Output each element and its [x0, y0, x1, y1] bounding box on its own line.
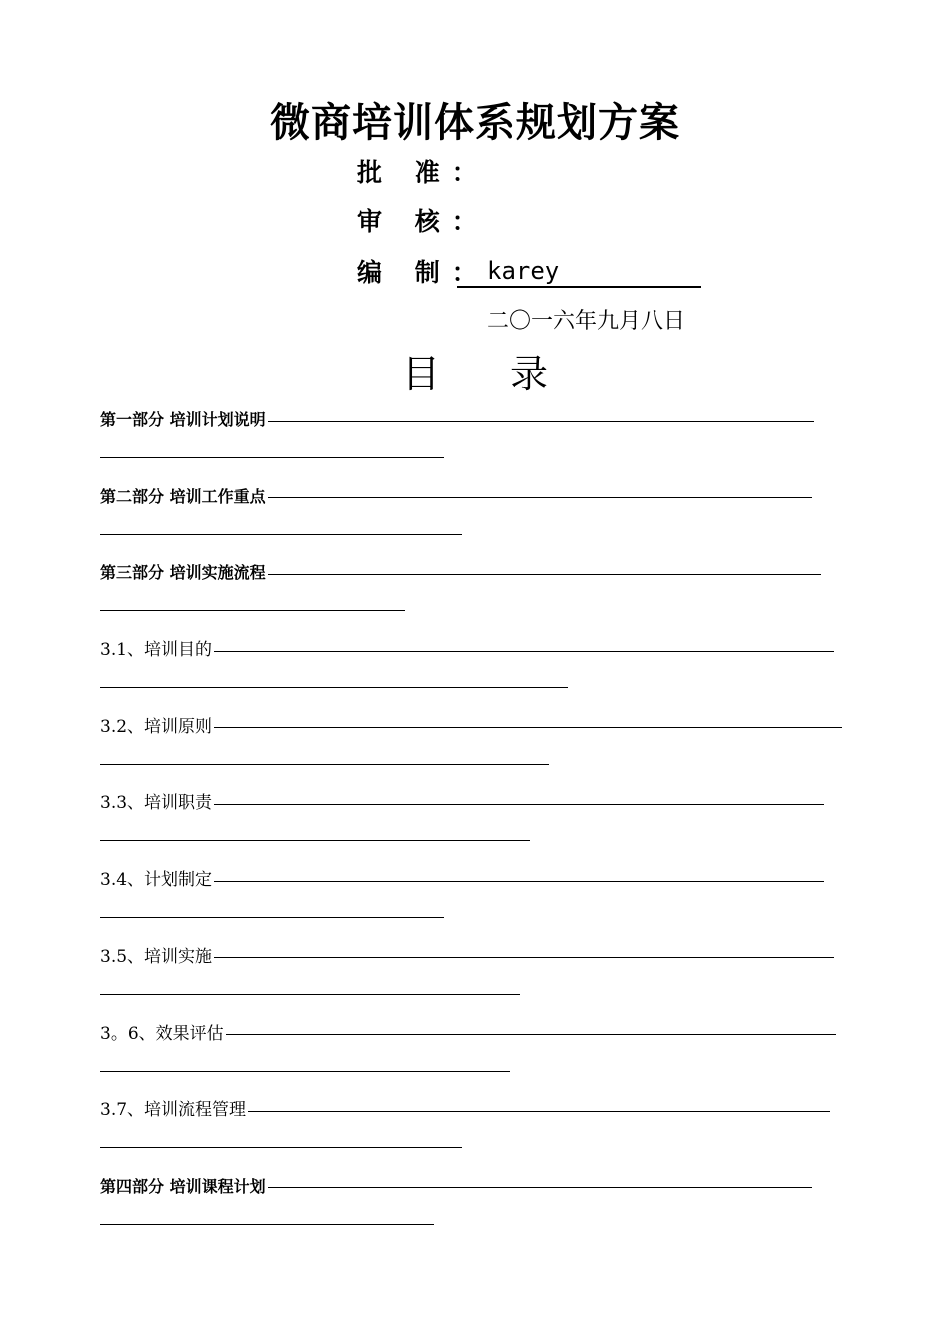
toc-entry-part2[interactable] — [100, 482, 860, 559]
toc-entry-text: 3.5、培训实施 — [100, 946, 213, 967]
toc-entry-text: 3.2、培训原则 — [100, 716, 213, 737]
toc-entry-part1[interactable] — [100, 405, 860, 482]
toc-entry-3-2[interactable] — [100, 712, 860, 789]
toc-leader-continued — [100, 1224, 434, 1225]
toc-leader — [214, 727, 842, 728]
toc-leader — [214, 804, 824, 805]
toc-entry-text: 3.3、培训职责 — [100, 793, 213, 814]
table-of-contents — [100, 405, 860, 1249]
approval-label: 批 准： — [357, 158, 489, 187]
toc-leader — [214, 651, 834, 652]
toc-entry-text: 第三部分 培训实施流程 — [100, 563, 266, 583]
editor-label: 编 制： — [357, 258, 489, 287]
toc-leader — [268, 574, 821, 575]
toc-heading-char-1: 目 — [401, 352, 440, 396]
toc-leader-continued — [100, 840, 530, 841]
approval-row — [357, 156, 489, 190]
toc-entry-3-4[interactable] — [100, 865, 860, 942]
toc-leader-continued — [100, 917, 444, 918]
editor-row — [357, 256, 560, 290]
toc-entry-text: 3.1、培训目的 — [100, 640, 213, 661]
document-title: 微商培训体系规划方案 — [270, 100, 680, 146]
toc-leader — [268, 421, 814, 422]
toc-heading — [0, 350, 950, 398]
toc-entry-3-6[interactable] — [100, 1019, 860, 1096]
toc-leader — [268, 497, 812, 498]
document-date: 二〇一六年九月八日 — [487, 309, 686, 334]
review-label: 审 核： — [357, 207, 489, 236]
toc-entry-text: 3。6、效果评估 — [100, 1023, 224, 1044]
toc-leader-continued — [100, 764, 549, 765]
toc-leader — [214, 957, 834, 958]
toc-entry-text: 第二部分 培训工作重点 — [100, 486, 266, 506]
toc-leader-continued — [100, 457, 444, 458]
toc-heading-char-2: 录 — [510, 352, 549, 396]
toc-entry-text: 第四部分 培训课程计划 — [100, 1176, 266, 1196]
toc-leader-continued — [100, 534, 462, 535]
toc-leader-continued — [100, 994, 520, 995]
toc-leader-continued — [100, 687, 568, 688]
review-row — [357, 205, 489, 239]
toc-entry-3-1[interactable] — [100, 635, 860, 712]
editor-value: karey — [457, 256, 701, 288]
toc-entry-3-5[interactable] — [100, 942, 860, 1019]
toc-entry-text: 第一部分 培训计划说明 — [100, 410, 266, 429]
toc-entry-3-3[interactable] — [100, 788, 860, 865]
toc-leader-continued — [100, 1147, 462, 1148]
toc-leader — [214, 881, 824, 882]
toc-entry-part4[interactable] — [100, 1172, 860, 1249]
toc-leader — [226, 1034, 836, 1035]
toc-leader-continued — [100, 1071, 510, 1072]
toc-leader — [248, 1111, 830, 1112]
toc-leader — [268, 1187, 812, 1188]
toc-entry-3-7[interactable] — [100, 1095, 860, 1172]
toc-entry-text: 3.4、计划制定 — [100, 870, 213, 891]
toc-leader-continued — [100, 610, 405, 611]
toc-entry-text: 3.7、培训流程管理 — [100, 1100, 247, 1121]
toc-entry-part3[interactable] — [100, 558, 860, 635]
